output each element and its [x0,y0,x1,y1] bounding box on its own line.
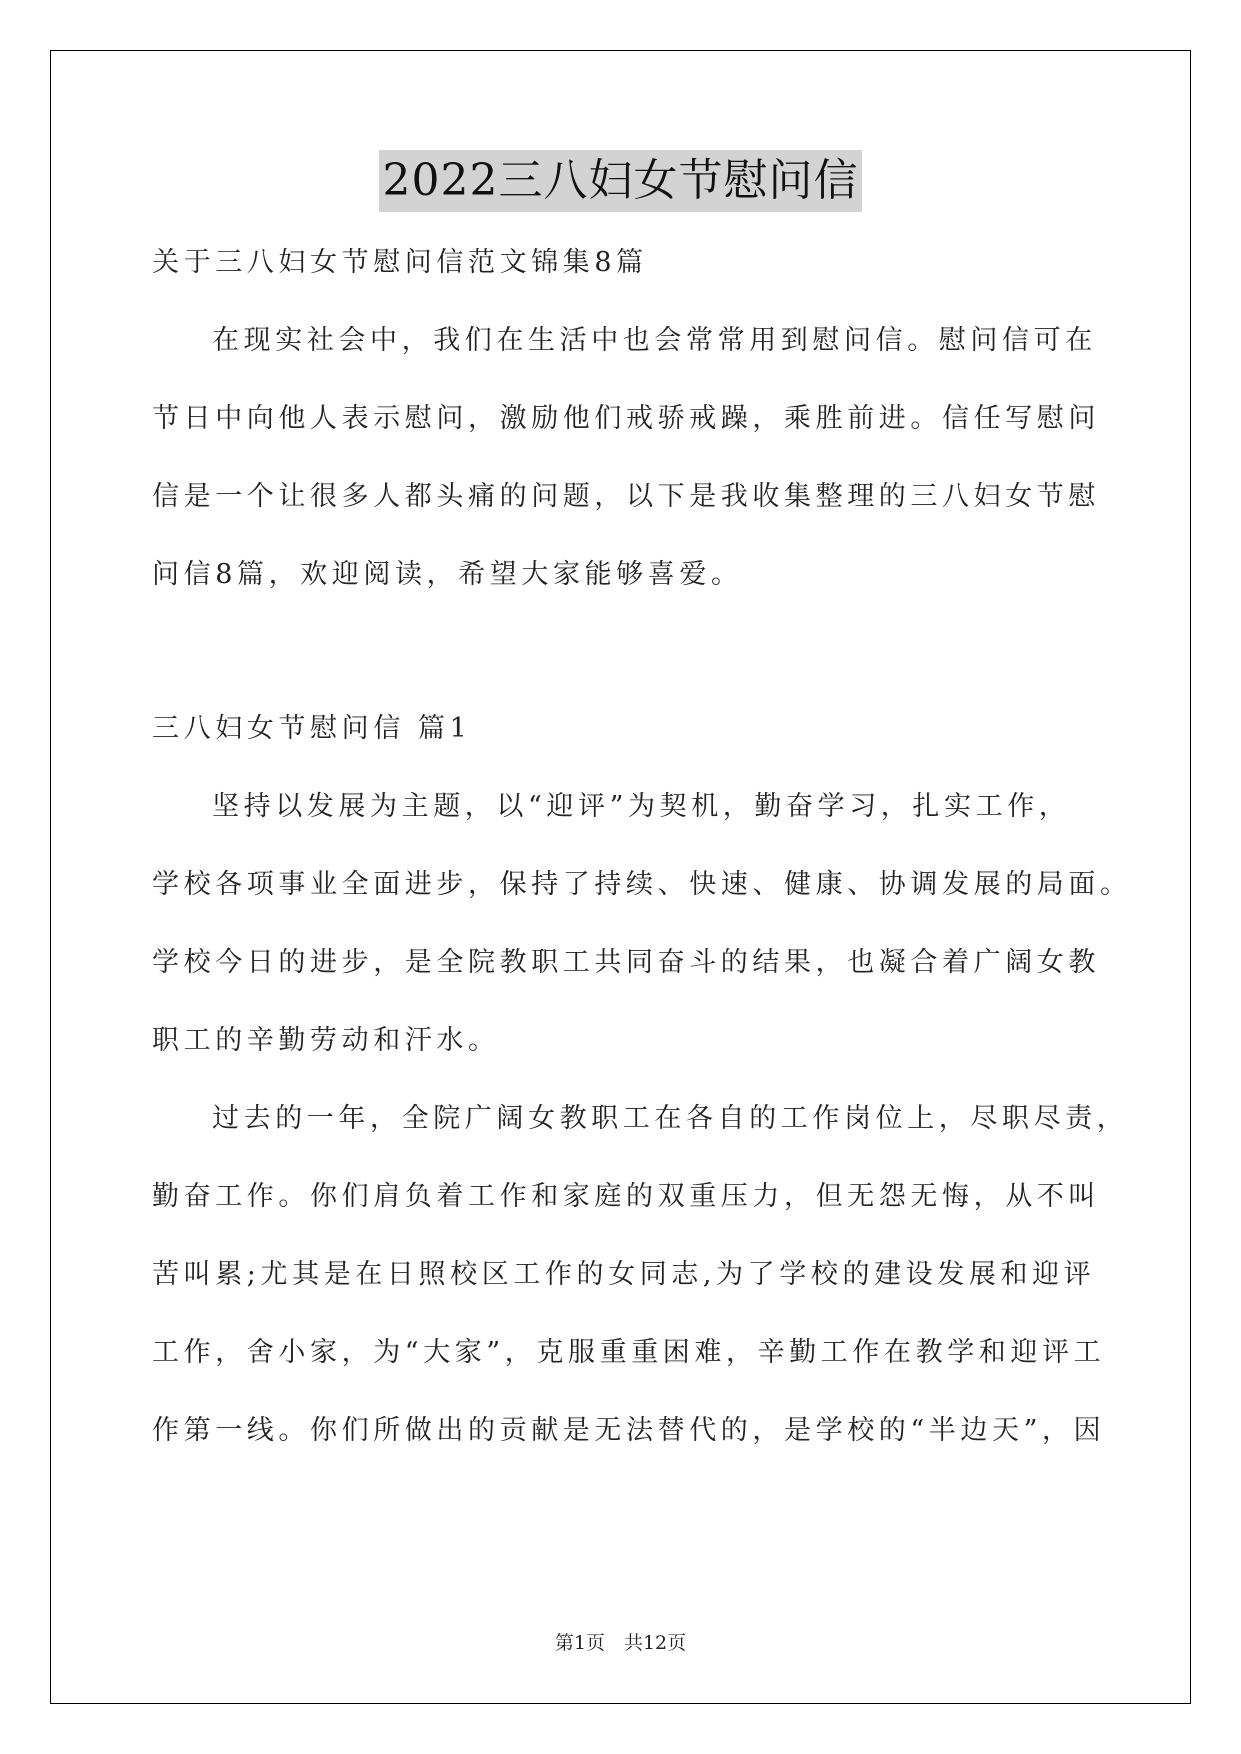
page-footer [0,1628,1241,1655]
paragraph-line: 学校今日的进步，是全院教职工共同奋斗的结果，也凝合着广阔女教 [152,947,1100,978]
paragraph-line: 职工的辛勤劳动和汗水。 [152,1025,500,1056]
page-number: 第1页 共12页 [554,1632,687,1654]
paragraph-line: 苦叫累;尤其是在日照校区工作的女同志,为了学校的建设发展和迎评 [152,1259,1096,1290]
paragraph-line: 勤奋工作。你们肩负着工作和家庭的双重压力，但无怨无悔，从不叫 [152,1181,1100,1212]
paragraph-line: 工作，舍小家，为“大家”，克服重重困难，辛勤工作在教学和迎评工 [152,1337,1106,1368]
section-heading: 三八妇女节慰问信 篇1 [152,713,472,744]
document-title: 2022三八妇女节慰问信 [379,150,863,212]
intro-line: 节日中向他人表示慰问，激励他们戒骄戒躁，乘胜前进。信任写慰问 [152,403,1100,434]
paragraph-line: 坚持以发展为主题，以“迎评”为契机，勤奋学习，扎实工作， [212,791,1071,822]
paragraph-line: 学校各项事业全面进步，保持了持续、快速、健康、协调发展的局面。 [152,869,1132,900]
intro-line: 在现实社会中，我们在生活中也会常常用到慰问信。慰问信可在 [212,325,1097,356]
paragraph-line: 过去的一年，全院广阔女教职工在各自的工作岗位上，尽职尽责， [212,1103,1129,1134]
title-container [0,150,1241,212]
paragraph-line: 作第一线。你们所做出的贡献是无法替代的，是学校的“半边天”，因 [152,1415,1106,1446]
subtitle: 关于三八妇女节慰问信范文锦集8篇 [152,247,648,278]
intro-line: 问信8篇，欢迎阅读，希望大家能够喜爱。 [152,559,743,590]
intro-line: 信是一个让很多人都头痛的问题，以下是我收集整理的三八妇女节慰 [152,481,1100,512]
